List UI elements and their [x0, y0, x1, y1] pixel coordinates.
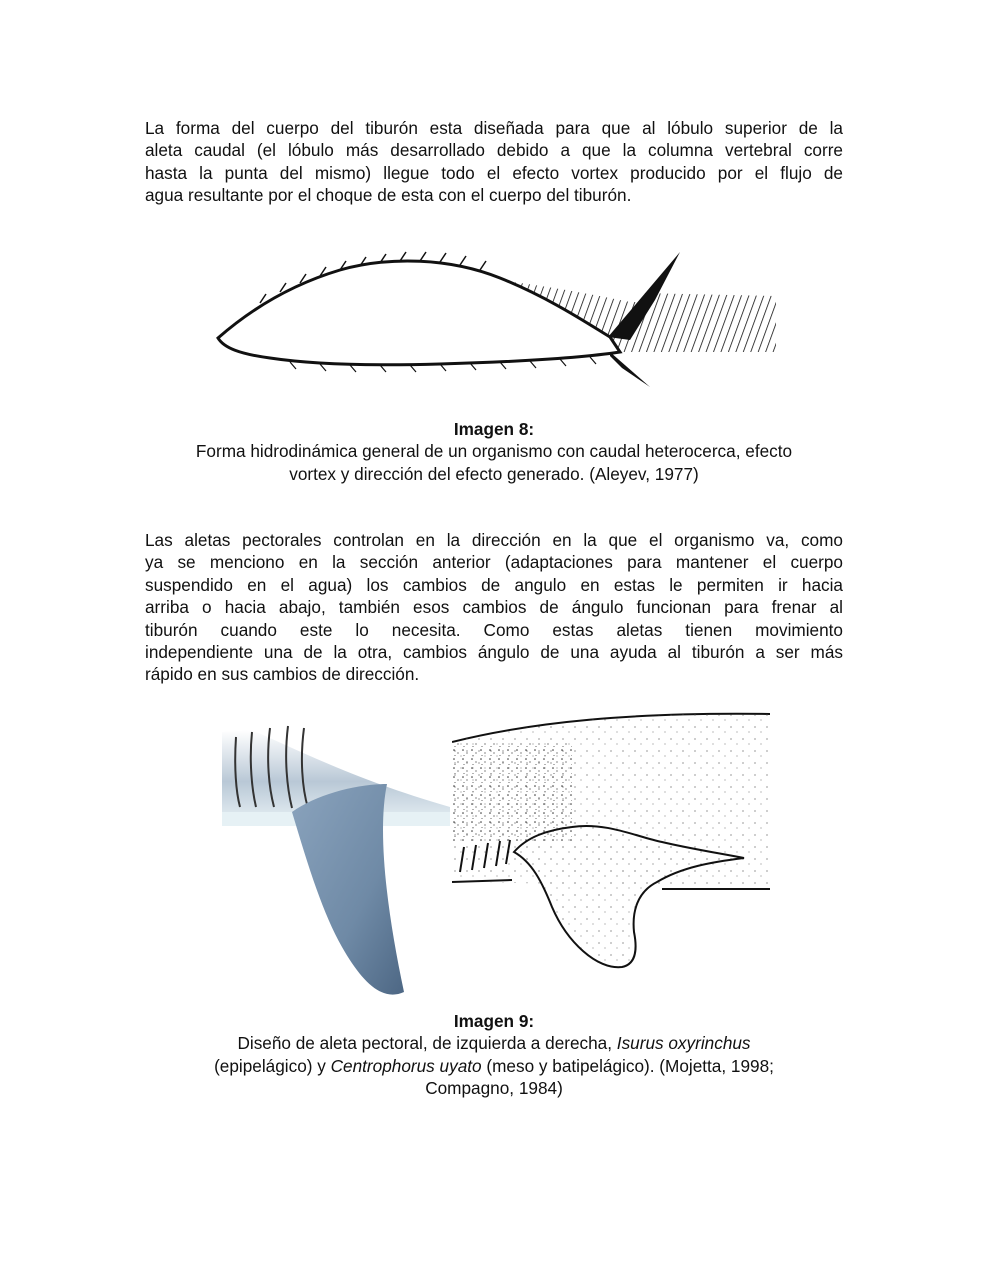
species-name-centrophorus: Centrophorus uyato	[330, 1055, 482, 1076]
caudal-lower-lobe	[610, 352, 650, 387]
figure9-caption	[145, 1010, 843, 1100]
paragraph-line: La forma del cuerpo del tiburón esta diseñada para que al lóbulo superior de la	[145, 118, 843, 138]
shark-body-outline	[218, 261, 620, 365]
paragraph-line: agua resultante por el choque de esta con el cuerpo del tiburón.	[145, 185, 632, 206]
paragraph-pectoral-fins	[145, 529, 843, 686]
paragraph-line: independiente una de la otra, cambios ángulo de una ayuda al tiburón a ser más	[145, 642, 843, 663]
paragraph-line: hasta la punta del mismo) llegue todo el efecto vortex producido por el flujo de	[145, 162, 843, 183]
figure9-caption-line	[145, 1032, 843, 1054]
paragraph-line: aleta caudal (el lóbulo más desarrollado debido a que la columna vertebral corre	[145, 140, 843, 161]
centrophorus-pectoral-fin-illustration	[452, 712, 770, 997]
figure8-caption	[145, 418, 843, 485]
paragraph-line: Las aletas pectorales controlan en la dirección en la que el organismo va, como	[145, 530, 843, 550]
paragraph-line: rápido en sus cambios de dirección.	[145, 664, 420, 685]
dense-stipple-head	[452, 742, 572, 842]
paragraph-line: arriba o hacia abajo, también esos cambios de ángulo funcionan para frenar al	[145, 597, 843, 618]
paragraph-line: suspendido en el agua) los cambios de angulo en estas le permiten ir hacia	[145, 574, 843, 595]
figure8-caption-line: Forma hidrodinámica general de un organismo con caudal heterocerca, efecto	[195, 441, 793, 462]
figure9-caption-line: Compagno, 1984)	[425, 1078, 563, 1099]
paragraph-line: ya se menciono en la sección anterior (adaptaciones para mantener el cuerpo	[145, 552, 843, 573]
caption-text: (epipelágico) y	[214, 1055, 331, 1076]
figure9-caption-title: Imagen 9:	[453, 1011, 535, 1031]
shark-hydrodynamic-diagram	[210, 240, 790, 415]
paragraph-caudal-fin	[145, 117, 843, 207]
figure8-caption-title: Imagen 8:	[453, 419, 535, 439]
isurus-pectoral-fin-illustration	[222, 712, 450, 997]
caption-text: (meso y batipelágico). (Mojetta, 1998;	[481, 1055, 774, 1076]
figure8-caption-line: vortex y dirección del efecto generado. (Aleyev, 1977)	[289, 463, 699, 484]
caption-text: Diseño de aleta pectoral, de izquierda a derecha,	[237, 1033, 617, 1054]
paragraph-line: tiburón cuando este lo necesita. Como estas aletas tienen movimiento	[145, 619, 843, 640]
figure9-caption-line	[145, 1055, 843, 1077]
species-name-isurus: Isurus oxyrinchus	[616, 1033, 751, 1054]
